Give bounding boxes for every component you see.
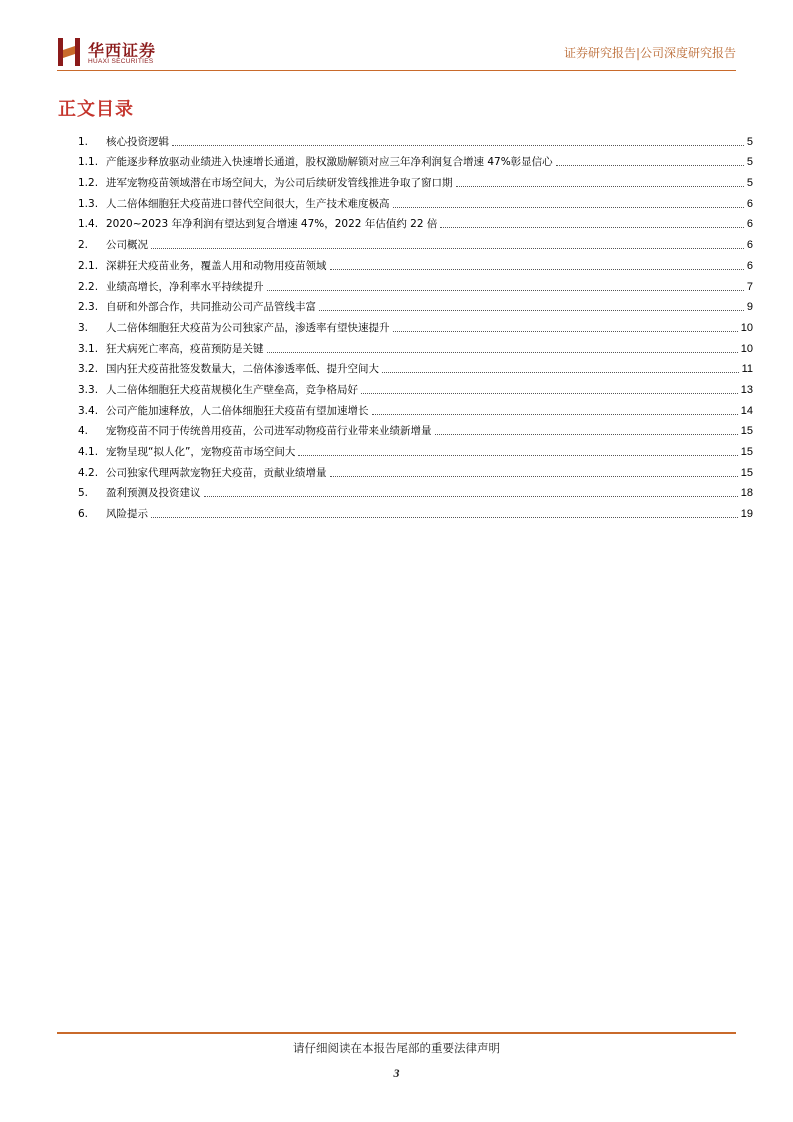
toc-entry-number: 1. xyxy=(78,135,89,148)
toc-entry-page: 15 xyxy=(740,466,753,479)
toc-entry-page: 6 xyxy=(746,218,753,231)
toc-entry[interactable] xyxy=(78,376,753,397)
toc-entry[interactable] xyxy=(78,252,753,273)
footer-divider xyxy=(57,1032,736,1034)
toc-entry[interactable] xyxy=(78,335,753,356)
toc-entry-title: 人二倍体细胞狂犬疫苗进口替代空间很大，生产技术难度极高 xyxy=(106,197,390,210)
toc-entry-title: 公司概况 xyxy=(106,239,148,252)
toc-entry[interactable] xyxy=(78,397,753,418)
toc-entry-number: 6. xyxy=(78,508,89,521)
toc-entry-number: 1.3. xyxy=(78,197,99,210)
toc-leader-dots xyxy=(267,290,744,291)
toc-leader-dots xyxy=(361,393,738,394)
toc-leader-dots xyxy=(372,414,738,415)
toc-leader-dots xyxy=(440,227,744,228)
toc-entry-number: 1.1. xyxy=(78,156,99,169)
toc-entry-title: 人二倍体细胞狂犬疫苗规模化生产壁垒高，竞争格局好 xyxy=(106,383,358,396)
toc-leader-dots xyxy=(330,476,738,477)
toc-entry[interactable] xyxy=(78,190,753,211)
toc-entry[interactable] xyxy=(78,418,753,439)
toc-leader-dots xyxy=(151,248,744,249)
logo-chinese-name: 华西证券 xyxy=(88,41,157,60)
toc-entry-page: 18 xyxy=(740,487,753,500)
toc-entry-page: 7 xyxy=(746,280,753,293)
toc-entry-page: 10 xyxy=(740,321,753,334)
toc-entry-title: 风险提示 xyxy=(106,508,148,521)
toc-entry-title: 自研和外部合作，共同推动公司产品管线丰富 xyxy=(106,301,316,314)
toc-entry-number: 4.1. xyxy=(78,446,99,458)
toc-leader-dots xyxy=(319,310,744,311)
toc-entry-title: 核心投资逻辑 xyxy=(106,135,169,148)
toc-entry-page: 13 xyxy=(740,383,753,396)
toc-entry[interactable] xyxy=(78,480,753,501)
toc-entry-title: 宠物疫苗不同于传统兽用疫苗，公司进军动物疫苗行业带来业绩新增量 xyxy=(106,425,432,438)
toc-leader-dots xyxy=(298,455,737,456)
toc-leader-dots xyxy=(151,517,738,518)
toc-entry-page: 11 xyxy=(741,363,753,376)
toc-entry-page: 5 xyxy=(746,156,753,169)
toc-entry-page: 14 xyxy=(740,404,753,417)
toc-entry-title: 产能逐步释放驱动业绩进入快速增长通道，股权激励解锁对应三年净利润复合增速 47%彰显信心 xyxy=(106,156,553,169)
header-divider xyxy=(57,70,736,71)
toc-entry-title: 人二倍体细胞狂犬疫苗为公司独家产品，渗透率有望快速提升 xyxy=(106,321,390,334)
toc-entry-page: 6 xyxy=(746,239,753,252)
toc-entry-title: 国内狂犬疫苗批签发数量大，二倍体渗透率低、提升空间大 xyxy=(106,363,379,376)
toc-entry-title: 深耕狂犬疫苗业务，覆盖人用和动物用疫苗领域 xyxy=(106,259,327,272)
toc-entry[interactable] xyxy=(78,459,753,480)
toc-entry[interactable] xyxy=(78,294,753,315)
toc-entry-page: 9 xyxy=(746,301,753,314)
toc-leader-dots xyxy=(172,145,744,146)
toc-entry-number: 3.4. xyxy=(78,404,99,417)
toc-entry-number: 1.4. xyxy=(78,218,99,231)
toc-entry-number: 3. xyxy=(78,321,89,334)
toc-entry-page: 19 xyxy=(740,508,753,521)
report-type: 证券研究报告|公司深度研究报告 xyxy=(563,46,736,60)
toc-entry-title: 盈利预测及投资建议 xyxy=(106,487,201,500)
toc-entry-title: 宠物呈现“拟人化”，宠物疫苗市场空间大 xyxy=(106,446,296,458)
toc-entry[interactable] xyxy=(78,273,753,294)
toc-entry[interactable] xyxy=(78,231,753,252)
toc-entry[interactable] xyxy=(78,128,753,149)
toc-entry-page: 15 xyxy=(740,446,753,458)
toc-leader-dots xyxy=(393,207,744,208)
toc-leader-dots xyxy=(382,372,739,373)
table-of-contents xyxy=(78,128,753,521)
toc-leader-dots xyxy=(435,434,738,435)
toc-title: 正文目录 xyxy=(58,99,134,120)
toc-entry-number: 5. xyxy=(78,487,89,500)
toc-leader-dots xyxy=(556,165,744,166)
toc-entry[interactable] xyxy=(78,356,753,377)
toc-entry-title: 公司产能加速释放，人二倍体细胞狂犬疫苗有望加速增长 xyxy=(106,404,369,417)
toc-leader-dots xyxy=(204,496,738,497)
toc-entry-title: 公司独家代理两款宠物狂犬疫苗，贡献业绩增量 xyxy=(106,466,327,479)
toc-entry-page: 5 xyxy=(746,135,753,148)
toc-entry-page: 6 xyxy=(746,197,753,210)
legal-notice: 请仔细阅读在本报告尾部的重要法律声明 xyxy=(293,1041,500,1055)
page-number: 3 xyxy=(393,1066,400,1080)
toc-entry-number: 2. xyxy=(78,239,89,252)
toc-entry-number: 2.1. xyxy=(78,259,99,272)
company-logo xyxy=(57,36,217,68)
huaxi-logo-icon xyxy=(57,36,81,68)
toc-entry-page: 15 xyxy=(740,425,753,438)
toc-entry-title: 进军宠物疫苗领域潜在市场空间大，为公司后续研发管线推进争取了窗口期 xyxy=(106,177,453,190)
toc-entry-number: 2.2. xyxy=(78,280,99,293)
toc-entry[interactable] xyxy=(78,169,753,190)
toc-entry-number: 2.3. xyxy=(78,301,99,314)
toc-entry[interactable] xyxy=(78,314,753,335)
toc-entry-page: 5 xyxy=(746,177,753,190)
toc-entry-number: 3.3. xyxy=(78,383,99,396)
toc-leader-dots xyxy=(267,352,738,353)
toc-entry-page: 10 xyxy=(740,342,753,355)
toc-entry-number: 4. xyxy=(78,425,89,438)
toc-entry[interactable] xyxy=(78,438,753,459)
toc-entry-number: 1.2. xyxy=(78,177,99,190)
toc-entry-page: 6 xyxy=(746,259,753,272)
toc-entry-title: 业绩高增长，净利率水平持续提升 xyxy=(106,280,264,293)
toc-entry[interactable] xyxy=(78,500,753,521)
toc-leader-dots xyxy=(330,269,744,270)
toc-entry[interactable] xyxy=(78,211,753,232)
toc-leader-dots xyxy=(456,186,744,187)
logo-english-name: HUAXI SECURITIES xyxy=(88,58,154,65)
toc-entry-title: 2020~2023 年净利润有望达到复合增速 47%，2022 年估值约 22 倍 xyxy=(106,218,438,231)
toc-entry[interactable] xyxy=(78,149,753,170)
toc-entry-number: 3.2. xyxy=(78,363,99,376)
toc-entry-number: 4.2. xyxy=(78,466,99,479)
toc-entry-number: 3.1. xyxy=(78,342,99,355)
toc-leader-dots xyxy=(393,331,738,332)
toc-entry-title: 狂犬病死亡率高，疫苗预防是关键 xyxy=(106,342,264,355)
